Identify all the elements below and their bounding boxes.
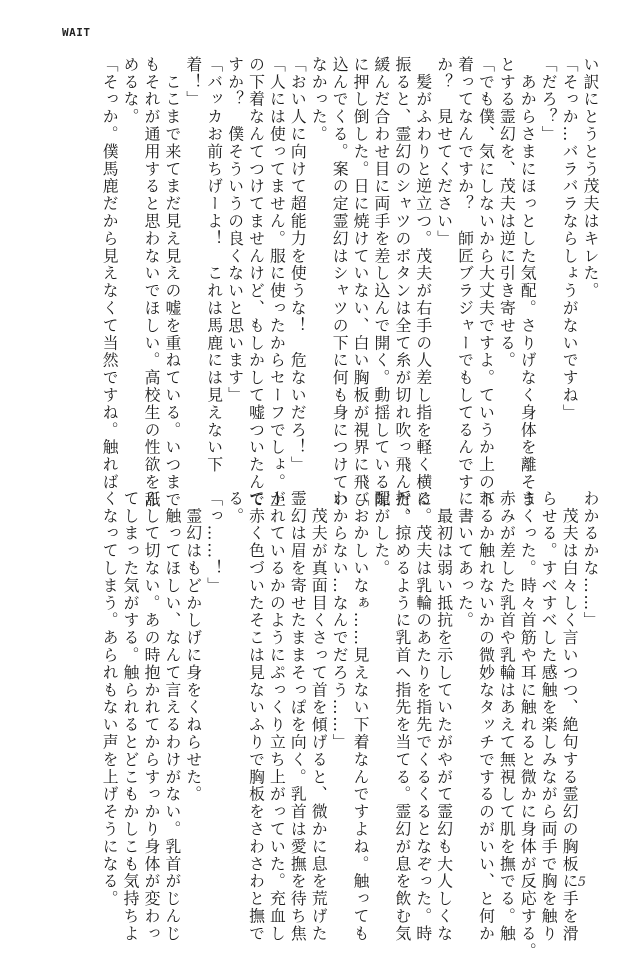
text-line: 「人には使ってません。服に使ったからセーフでしょ。上 <box>267 56 287 509</box>
text-line: 最初は弱い抵抗を示していたがやがて霊幻も大人しくな <box>434 490 454 943</box>
text-line: あからさまにほっとした気配。さりげなく身体を離そう <box>518 56 538 509</box>
text-line: 折、掠めるように乳首へ指先を当てる。霊幻が息を飲む気 <box>392 490 412 943</box>
text-line: てしまった気がする。触られるとどこもかしこも気持ちよ <box>121 490 141 943</box>
text-line: 触ってほしい、なんて言えるわけがない。乳首がじんじ <box>162 490 182 943</box>
text-line: めるな。 <box>121 56 141 126</box>
text-line: い訳にとうとう茂夫はキレた。 <box>581 56 600 300</box>
text-line: くなってしまう。あられもない声を上げそうになる。 <box>100 490 120 908</box>
text-line: とする霊幻を、茂夫は逆に引き寄せる。 <box>497 56 517 370</box>
page-number: 5 <box>577 875 586 890</box>
text-line: れるか触れないかの微妙なタッチでするのがいい、と何か <box>476 490 496 943</box>
text-line: もそれが通用すると思わないでほしい。高校生の性欲を舐 <box>141 56 161 509</box>
text-line: がれているかのようにぷっくり立ち上がっていた。充血し <box>267 490 287 943</box>
text-line: 込んでくる。案の定霊幻はシャツの下に何も身につけてい <box>330 56 350 509</box>
text-line: 「バッカお前ちげーよ！ これは馬鹿には見えない下 <box>204 56 224 474</box>
text-line: に書いてあった。 <box>455 490 475 630</box>
text-line: 配がした。 <box>371 490 391 577</box>
text-line: わかるかな……」 <box>581 490 600 630</box>
text-block-top <box>98 56 600 526</box>
text-line: 緩んだ合わせ目に両手を差し込んで開く。動揺している隙 <box>371 56 391 509</box>
text-line: 「っ……！」 <box>204 490 224 595</box>
text-line: の下着なんてつけてませんけど、もしかして嘘ついたんで <box>246 56 266 509</box>
text-line: 赤みが差した乳首や乳輪はあえて無視して肌を撫でる。触 <box>497 490 517 943</box>
text-line: 茂夫は白々しく言いつつ、絶句する霊幻の胸板に手を滑 <box>560 490 580 943</box>
text-line: 「だろ？」 <box>539 56 559 143</box>
text-line: 霊幻はもどかしげに身をくねらせた。 <box>183 490 203 804</box>
text-line: 振ると、霊幻のシャツのボタンは全て糸が切れ吹っ飛んだ。 <box>392 56 412 526</box>
text-line: すか？ 僕そういうの良くないと思います」 <box>225 56 245 404</box>
text-line: 「そっか…バラバラならしょうがないですね」 <box>560 56 580 422</box>
text-line: 着ってなんですか？ 師匠ブラジャーでもしてるんです <box>455 56 475 491</box>
text-line: ここまで来てまだ見え見えの嘘を重ねている。いつまで <box>162 56 182 509</box>
text-line: 霊幻は眉を寄せたままそっぽを向く。乳首は愛撫を待ち焦 <box>288 490 308 943</box>
text-line: 茂夫が真面目くさって首を傾げると、微かに息を荒げた <box>309 490 329 943</box>
text-line: 「でも僕、気にしないから大丈夫ですよ。ていうか上の下 <box>476 56 496 509</box>
text-line: 着！」 <box>183 56 203 109</box>
text-line: る。茂夫は乳輪のあたりを指先でくるくるとなぞった。時 <box>413 490 433 943</box>
text-line: 「おかしいなぁ……見えない下着なんですよね。触っても <box>351 490 371 943</box>
page-header-title: WAIT <box>62 26 91 39</box>
text-line: に押し倒した。日に焼けていない、白い胸板が視界に飛び <box>351 56 371 509</box>
text-line: らせる。すべすべした感触を楽しみながら両手で胸を触り <box>539 490 559 943</box>
text-line: んして切ない。あの時抱かれてからすっかり身体が変わっ <box>141 490 161 943</box>
text-block-bottom <box>98 490 600 960</box>
text-line: 「そっか。僕馬鹿だから見えなくて当然ですね。触れば <box>100 56 120 491</box>
text-line: 髪がふわりと逆立つ。茂夫が右手の人差し指を軽く横に <box>413 56 433 509</box>
text-line: なかった。 <box>309 56 329 143</box>
text-line: まくった。時々首筋や耳に触れると微かに身体が反応する。 <box>518 490 538 960</box>
text-line: わからない…なんでだろう……」 <box>330 490 350 751</box>
text-line: て赤く色づいたそこは見ないふりで胸板をさわさわと撫で <box>246 490 266 943</box>
text-line: 「おい人に向けて超能力を使うな！ 危ないだろ！」 <box>288 56 308 474</box>
text-line: る。 <box>225 490 245 525</box>
text-line: か？ 見せてください」 <box>434 56 454 248</box>
